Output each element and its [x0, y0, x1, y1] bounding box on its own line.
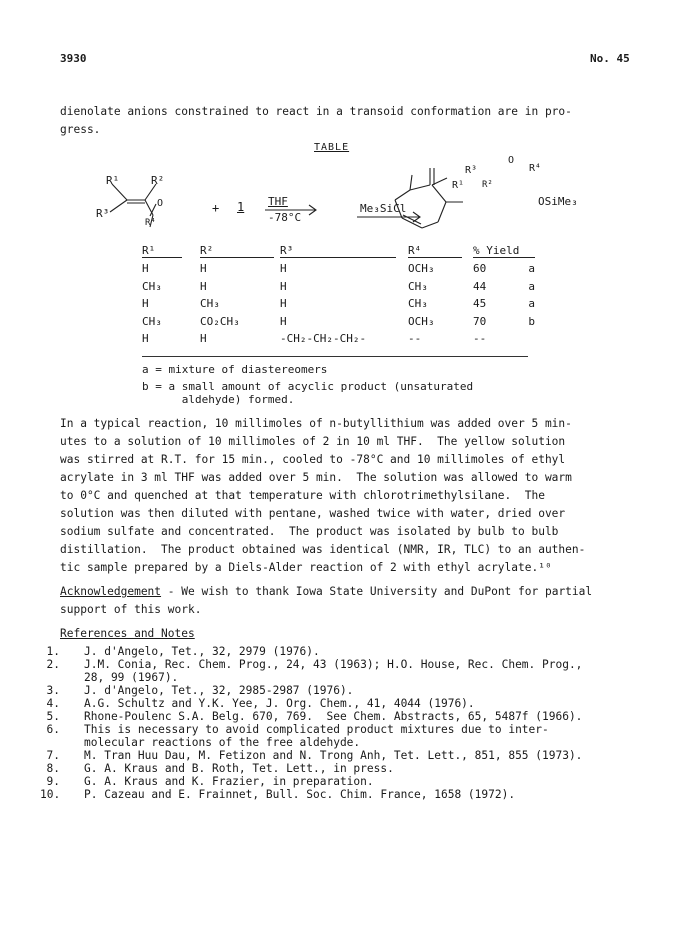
references-heading: References and Notes — [60, 627, 195, 640]
table-cell: OCH₃ — [408, 314, 435, 328]
product-osime3-label: OSiMe₃ — [538, 195, 578, 208]
ref-text: J. d'Angelo, Tet., 32, 2985-2987 (1976). — [84, 684, 354, 697]
issue-number: No. 45 — [590, 52, 630, 65]
col-yield: % Yield — [473, 244, 535, 258]
ref-text: M. Tran Huu Dau, M. Fetizon and N. Trong Anh, Tet. Lett., 851, 855 (1973). — [84, 749, 583, 762]
ref-text: P. Cazeau and E. Frainnet, Bull. Soc. Chim. France, 1658 (1972). — [84, 788, 516, 801]
col-r2: R² — [200, 244, 274, 258]
ref-number: 3. — [46, 684, 60, 697]
table-cell: CH₃ — [408, 279, 428, 293]
body-line: sodium sulfate and concentrated. The product was isolated by bulb to bulb — [60, 525, 559, 538]
ref-text: A.G. Schultz and Y.K. Yee, J. Org. Chem., 41, 4044 (1976). — [84, 697, 475, 710]
ref-text: J.M. Conia, Rec. Chem. Prog., 24, 43 (1963); H.O. House, Rec. Chem. Prog., — [84, 658, 583, 671]
arrow2-top: Me₃SiCl — [360, 202, 407, 215]
table-cell: H — [142, 332, 149, 346]
page-number: 3930 — [60, 52, 87, 65]
product-r4-label: R⁴ — [529, 163, 542, 174]
table-cell: 70 — [473, 314, 487, 328]
table-cell-note: b — [528, 314, 535, 328]
body-line: In a typical reaction, 10 millimoles of n-butyllithium was added over 5 min- — [60, 417, 572, 430]
table-cell: OCH₃ — [408, 262, 435, 276]
scheme-structures — [90, 160, 530, 238]
intro-line-2: gress. — [60, 123, 101, 136]
reagent-1: 1 — [237, 200, 245, 214]
acknowledgement-heading: Acknowledgement — [60, 585, 162, 598]
body-line: distillation. The product obtained was identical (NMR, IR, TLC) to an authen- — [60, 543, 586, 556]
table-row — [142, 295, 535, 313]
acknowledgement — [60, 584, 592, 600]
table-cell: -CH₂-CH₂-CH₂- — [280, 332, 367, 346]
arrow1-bottom: -78°C — [268, 211, 302, 224]
ref-text: J. d'Angelo, Tet., 32, 2979 (1976). — [84, 645, 320, 658]
acknowledgement-text: - We wish to thank Iowa State University and DuPont for partial — [161, 585, 593, 598]
product-r2-label: R² — [482, 180, 493, 190]
body-line: acrylate in 3 ml THF was added over 5 min. The solution was allowed to warm — [60, 471, 572, 484]
arrow1-top: THF — [268, 195, 288, 208]
table-cell-note — [514, 330, 535, 348]
diene-oxygen-label: O — [157, 198, 164, 209]
table-row — [142, 330, 535, 348]
table-cell: H — [200, 332, 207, 346]
ref-number: 8. — [46, 762, 60, 775]
table-cell: H — [200, 279, 207, 293]
ref-number: 10. — [40, 788, 61, 801]
product-r1-label: R¹ — [452, 180, 465, 191]
table-cell: H — [280, 297, 287, 311]
col-r4: R⁴ — [408, 244, 462, 258]
yield-table — [142, 243, 535, 348]
ref-number: 6. — [46, 723, 60, 736]
table-note-a: a = mixture of diastereomers — [142, 363, 328, 376]
table-cell: 44 — [473, 279, 487, 293]
product-r3-label: R³ — [465, 165, 478, 176]
table-cell: CH₃ — [142, 279, 162, 293]
ref-text: Rhone-Poulenc S.A. Belg. 670, 769. See Chem. Abstracts, 65, 5487f (1966). — [84, 710, 583, 723]
diene-r1-label: R¹ — [106, 174, 120, 187]
ref-text-cont: 28, 99 (1967). — [84, 671, 179, 684]
table-cell: CH₃ — [200, 297, 220, 311]
table-cell: H — [280, 279, 287, 293]
table-cell-note: a — [528, 262, 535, 276]
table-cell: 60 — [473, 262, 487, 276]
table-row — [142, 313, 535, 331]
table-cell: H — [280, 314, 287, 328]
ref-number: 1. — [46, 645, 60, 658]
diene-r4-label: R⁴ — [145, 218, 156, 228]
table-cell: 45 — [473, 297, 487, 311]
table-row — [142, 278, 535, 296]
table-cell: CH₃ — [142, 314, 162, 328]
acknowledgement-line-2: support of this work. — [60, 603, 202, 616]
table-cell: H — [200, 262, 207, 276]
ref-number: 2. — [46, 658, 60, 671]
table-cell: -- — [408, 332, 422, 346]
ref-text: G. A. Kraus and K. Frazier, in preparation. — [84, 775, 374, 788]
table-cell: H — [142, 297, 149, 311]
table-note-b: b = a small amount of acyclic product (unsaturated — [142, 380, 474, 393]
body-line: to 0°C and quenched at that temperature with chlorotrimethylsilane. The — [60, 489, 545, 502]
col-r1: R¹ — [142, 244, 182, 258]
ref-text-cont: molecular reactions of the free aldehyde. — [84, 736, 361, 749]
diene-r2-label: R² — [151, 174, 165, 187]
table-cell: H — [142, 262, 149, 276]
table-cell: -- — [473, 332, 487, 346]
table-bottom-rule — [142, 356, 528, 357]
table-cell: CO₂CH₃ — [200, 314, 240, 328]
table-cell-note: a — [528, 297, 535, 311]
body-line: utes to a solution of 10 millimoles of 2 in 10 ml THF. The yellow solution — [60, 435, 566, 448]
body-line: tic sample prepared by a Diels-Alder reaction of 2 with ethyl acrylate.¹⁰ — [60, 561, 552, 574]
ref-number: 5. — [46, 710, 60, 723]
ref-number: 7. — [46, 749, 60, 762]
table-row — [142, 260, 535, 278]
body-line: solution was then diluted with pentane, washed twice with water, dried over — [60, 507, 566, 520]
ref-text: G. A. Kraus and B. Roth, Tet. Lett., in press. — [84, 762, 394, 775]
table-cell: H — [280, 262, 287, 276]
plus-sign: + — [212, 201, 220, 215]
body-line: was stirred at R.T. for 15 min., cooled to -78°C and 10 millimoles of ethyl — [60, 453, 566, 466]
product-oxygen-label: O — [508, 155, 515, 166]
table-cell-note: a — [528, 279, 535, 293]
ref-text: This is necessary to avoid complicated product mixtures due to inter- — [84, 723, 549, 736]
intro-line-1: dienolate anions constrained to react in a transoid conformation are in pro- — [60, 105, 572, 118]
diene-r3-label: R³ — [96, 207, 110, 220]
ref-number: 4. — [46, 697, 60, 710]
table-cell: CH₃ — [408, 297, 428, 311]
ref-number: 9. — [46, 775, 60, 788]
table-title: TABLE — [314, 142, 350, 153]
table-header-row — [142, 243, 535, 260]
table-note-b-cont: aldehyde) formed. — [142, 393, 295, 406]
col-r3: R³ — [280, 244, 396, 258]
